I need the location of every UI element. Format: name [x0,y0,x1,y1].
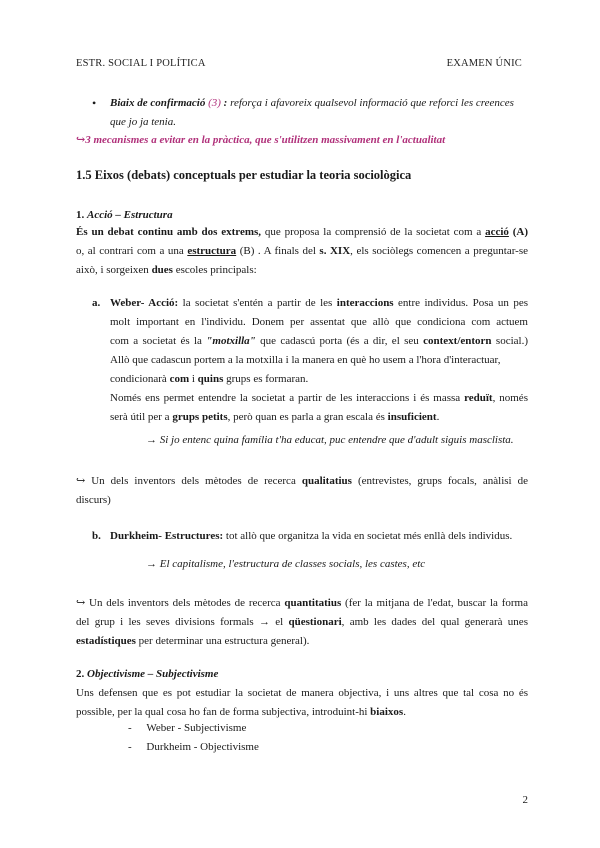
item-a-l5-a: condicionarà [110,373,170,385]
sec1-p2-b: (B) . A finals del [236,245,320,257]
sec2-paragraph [76,684,528,722]
note-quantitatius [76,594,528,651]
item-a-quins: quins [197,373,224,385]
item-a-l7-b: , però quan es parla a gran escala és [227,411,388,423]
item-a-com: com [169,373,190,385]
note-qual-l1-b: (entrevistes, grups focals, anàlisi de [351,475,528,487]
item-a-context: context/entorn [423,335,492,347]
header-right: EXAMEN ÚNIC [446,58,522,69]
sec1-p2-a: o, al contrari com a una [76,245,188,257]
item-a-l7-a: serà útil per a [110,411,173,423]
item-b-body [110,527,530,546]
sec2-l2-a: possible, per la qual cosa ho fan de forma subjectiva, introduint-hi [76,706,371,718]
note-qualitatius-term: qualitatius [301,475,352,487]
list-dash: - [128,722,132,734]
return-arrow-icon: ↪ [76,475,86,487]
sec2-biaixos: biaixos [370,706,404,718]
sec1-p2-c: , els sociòlegs comencen a preguntar-se [350,245,528,257]
bias-text-1: reforça i afavoreix qualsevol informació que reforci les creences [227,97,514,109]
sec1-p1-a: que proposa la comprensió de la societat com a [261,226,486,238]
sec1-dues: dues [151,264,173,276]
item-a-label: a. [92,297,101,309]
item-a-insuficient: insuficient [387,411,437,423]
note-estadistiques: estadístiques [76,635,136,647]
note-questionari: qüestionari [288,616,342,628]
item-a-l4: Allò que cadascun portem a la motxilla i la manera en què ho usem a l'hora d'interactuar, [110,354,501,366]
header-left: ESTR. SOCIAL I POLÍTICA [76,58,206,69]
item-b-durkheim: Durkheim- Estructures: [110,530,224,542]
item-a-l3-a: com a societat és la [110,335,207,347]
sec1-estructura: estructura [187,245,237,257]
note-quant-l1-b: (fer la mitjana de l'edat, buscar la forma [341,597,528,609]
item-a-l1-a: la societat s'entén a partir de les [178,297,337,309]
item-a-l2: molt important en l'individu. Donem per assentat que allò que condiciona com actuem [110,316,528,328]
sec2-list-item [128,719,246,738]
sec1-paragraph [76,223,528,280]
pink-note-text: 3 mecanismes a evitar en la pràctica, que s'utilitzen massivament en l'actualitat [85,134,446,146]
item-a-l5-c: grups es formaran. [223,373,309,385]
item-a-l6-a: Només ens permet entendre la societat a partir de les interaccions i és massa [110,392,465,404]
item-a-l1-b: entre individus. Posa un pes [393,297,528,309]
sec1-A: (A) [508,226,528,238]
sec1-heading-text: Acció – Estructura [87,209,173,221]
sec1-p1-bold: És un debat continu amb dos extrems, [76,226,262,238]
sec1-s: s. XIX [319,245,351,257]
note-quant-l3-b: per determinar una estructura general). [135,635,310,647]
sec2-heading-text: Objectivisme – Subjectivisme [87,668,219,680]
arrow-right-icon: → [258,616,270,628]
sec2-list-item [128,738,259,757]
note-qualitatius [76,472,528,510]
sec2-heading-num: 2. [76,668,85,680]
item-a-reduit: reduït [464,392,493,404]
page-number: 2 [522,794,528,806]
return-arrow-icon: ↪ [76,134,86,146]
sec1-accio: acció [485,226,509,238]
item-a-grups-petits: grups petits [172,411,228,423]
item-b-label: b. [92,530,101,542]
pink-note [76,131,445,150]
note-quantitatius-term: quantitatius [284,597,342,609]
item-a-l6-b: , només [492,392,528,404]
list-item-text: Durkheim - Objectivisme [146,741,259,753]
note-qual-l2: discurs) [76,494,111,506]
list-dash: - [128,741,132,753]
bias-text-2: que jo ja tenia. [110,116,176,128]
return-arrow-icon: ↪ [76,597,86,609]
item-a-interaccions: interaccions [336,297,394,309]
note-quant-l2-b: el [269,616,289,628]
item-b-example: → El capitalisme, l'estructura de classes socials, les castes, etc [146,558,426,570]
bullet-biaix [110,94,530,132]
sec2-l1: Uns defensen que es pot estudiar la societat de manera objectiva, i uns altres que tal cosa no és [76,687,528,699]
bias-term: Biaix de confirmació [110,97,206,109]
item-a-l5-b: i [189,373,198,385]
item-a-example: → Si jo entenc quina família t'ha educat, puc entendre que d'adult siguis masclista. [146,434,514,446]
bias-colon: : [220,97,228,109]
section-title: 1.5 Eixos (debats) conceptuals per estudiar la teoria sociològica [76,168,412,182]
note-quant-l2-a: del grup i les seves divisions formals [76,616,259,628]
item-a-l3-c: social.) [491,335,528,347]
sec1-p3-b: escoles principals: [172,264,257,276]
item-b-text: tot allò que organitza la vida en societat més enllà dels individus. [223,530,513,542]
sec1-p3-a: això, i sorgeixen [76,264,152,276]
item-a-weber: Weber- Acció: [110,297,179,309]
sec2-heading [76,665,218,684]
note-qual-l1-a: Un dels inventors dels mètodes de recerca [85,475,302,487]
item-a-body [110,294,528,427]
list-item-text: Weber - Subjectivisme [146,722,247,734]
bullet-dot: • [92,96,97,110]
bias-num: (3) [208,97,221,109]
item-a-motxilla: "motxilla" [206,335,256,347]
sec1-heading-num: 1. [76,209,85,221]
note-quant-l1-a: Un dels inventors dels mètodes de recerca [85,597,285,609]
item-a-l7-c: . [436,411,440,423]
item-a-l3-b: que cadascú porta (és a dir, el seu [255,335,424,347]
note-quant-l2-c: , amb les dades del qual generarà unes [341,616,528,628]
sec2-l2-c: . [403,706,406,718]
